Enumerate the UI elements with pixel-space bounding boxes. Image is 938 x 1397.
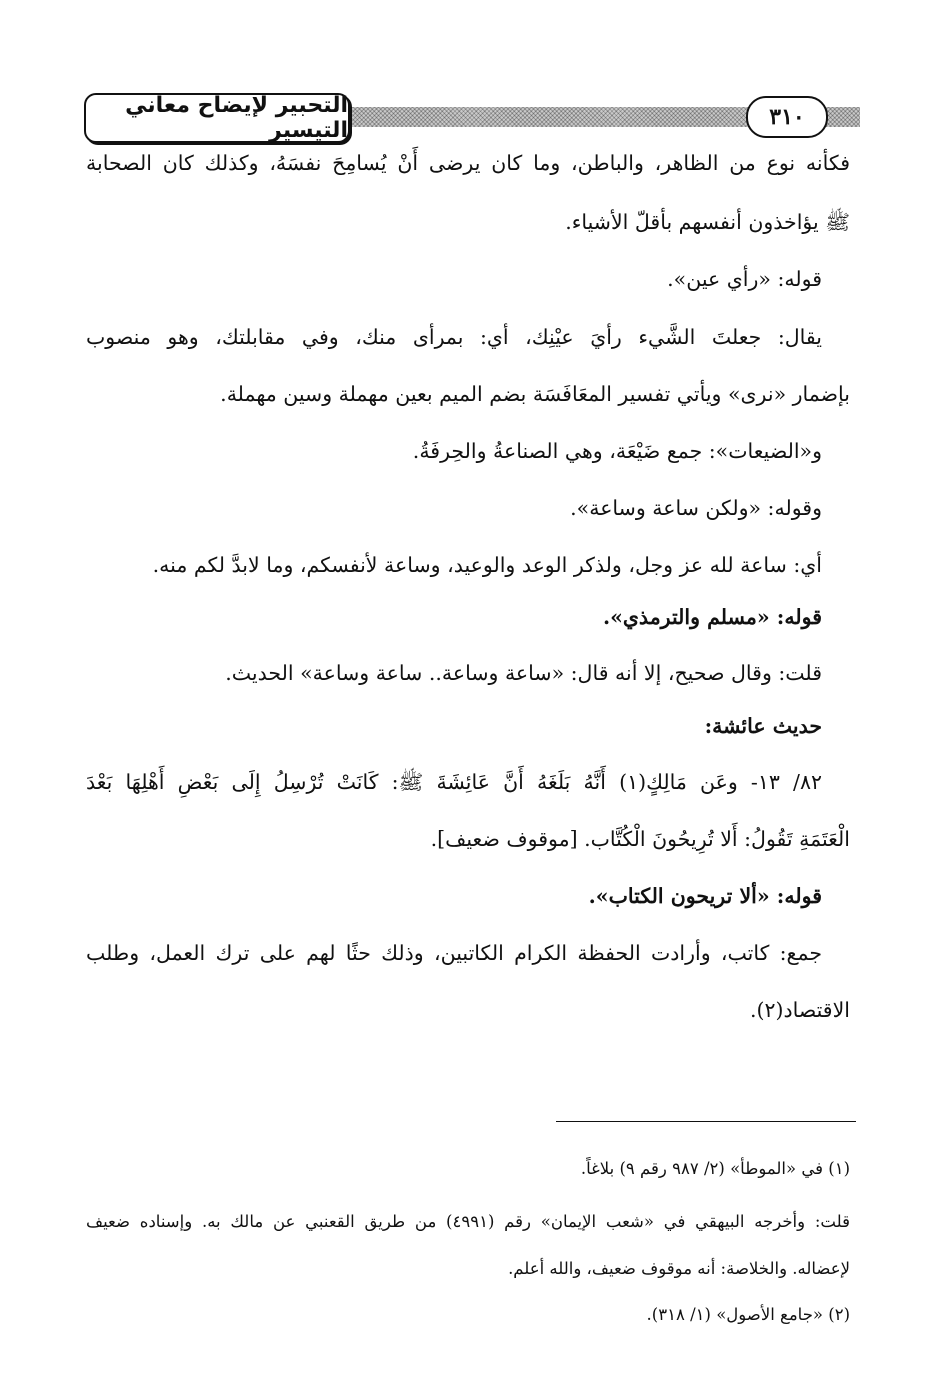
hadith-line: ٨٢/ ١٣- وعَن مَالِكٍ(١) أَنَّهُ بَلَغَهُ أَنَّ عَائِشَةَ ﷺ: كَانَتْ تُرْسِلُ إِلَى بَعْضِ أَهْلِهَا بَعْدَ [86, 770, 822, 794]
hadith-line: الْعَتَمَةِ تَقُولُ: أَلا تُرِيحُونَ الْكُتَّاب. [موقوف ضعيف]. [430, 827, 850, 851]
text-line: قوله: «ألا تريحون الكتاب». [588, 884, 822, 908]
book-title [84, 93, 350, 143]
page-number-text: ٣١٠ [769, 104, 805, 130]
footnote-line: (٢) «جامع الأصول» (١/ ٣١٨). [646, 1305, 850, 1324]
text-line: فكأنه نوع من الظاهر، والباطن، وما كان يرضى أَنْ يُسامِحَ نفسَهُ، وكذلك كان الصحابة [86, 151, 850, 175]
book-title-text: التحبير لإيضاح معاني التيسير [125, 93, 348, 143]
text-line: جمع: كاتب، وأرادت الحفظة الكرام الكاتبين، وذلك حثًا لهم على ترك العمل، وطلب [86, 941, 822, 965]
page-number [746, 96, 828, 138]
page-header [84, 93, 860, 143]
text-line: و«الضيعات»: جمع ضَيْعَة، وهي الصناعةُ والحِرفَةُ. [412, 439, 822, 463]
footnote-line: (١) في «الموطأ» (٢/ ٩٨٧ رقم ٩) بلاغاً. [580, 1159, 850, 1178]
text-line: قوله: «رأي عين». [667, 267, 822, 291]
section-heading: حديث عائشة: [704, 714, 822, 738]
text-line: الاقتصاد(٢). [749, 998, 850, 1022]
text-line: بإضمار «نرى» ويأتي تفسير المعَافَسَة بضم الميم بعين مهملة وسين مهملة. [220, 382, 850, 406]
footnote-line: قلت: وأخرجه البيهقي في «شعب الإيمان» رقم (٤٩٩١) من طريق القعنبي عن مالك به. وإسناده ضعيف [86, 1212, 850, 1231]
footnote-line: لإعضاله. والخلاصة: أنه موقوف ضعيف، والله أعلم. [508, 1259, 850, 1278]
text-line: وقوله: «ولكن ساعة وساعة». [570, 496, 822, 520]
text-line: ﷺ يؤاخذون أنفسهم بأقلّ الأشياء. [565, 210, 850, 234]
text-line: أي: ساعة لله عز وجل، ولذكر الوعد والوعيد، وساعة لأنفسكم، وما لابدَّ لكم منه. [152, 553, 822, 577]
text-line: يقال: جعلتَ الشَّيء رأيَ عيْنِك، أي: بمرأى منك، وفي مقابلتك، وهو منصوب [86, 325, 822, 349]
footnote-divider [556, 1121, 856, 1122]
text-line: قلت: وقال صحيح، إلا أنه قال: «ساعة وساعة.. ساعة وساعة» الحديث. [225, 661, 822, 685]
text-line: قوله: «مسلم والترمذي». [602, 605, 822, 629]
